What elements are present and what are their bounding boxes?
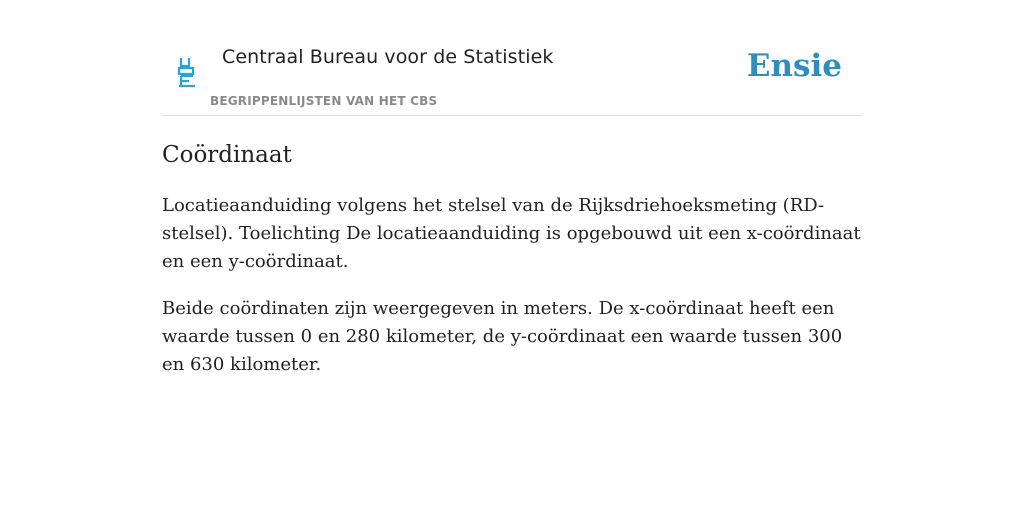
page-title: Coördinaat	[162, 142, 292, 168]
page-container	[162, 0, 862, 379]
definition-paragraph: Locatieaanduiding volgens het stelsel van de Rijksdriehoeksmeting (RD-stelsel). Toelichting De locatieaanduiding is opgebouwd uit een x-coördinaat en een y-coördinaat.	[162, 195, 861, 272]
site-header	[162, 0, 862, 116]
organization-name[interactable]: Centraal Bureau voor de Statistiek	[222, 46, 554, 68]
cbs-logo-icon[interactable]	[175, 56, 197, 88]
definition-paragraph: Beide coördinaten zijn weergegeven in meters. De x-coördinaat heeft een waarde tussen 0 en 280 kilometer, de y-coördinaat een waarde tussen 300 en 630 kilometer.	[162, 298, 843, 375]
section-subtitle[interactable]: BEGRIPPENLIJSTEN VAN HET CBS	[210, 94, 438, 108]
brand-logo[interactable]: Ensie	[746, 48, 842, 84]
